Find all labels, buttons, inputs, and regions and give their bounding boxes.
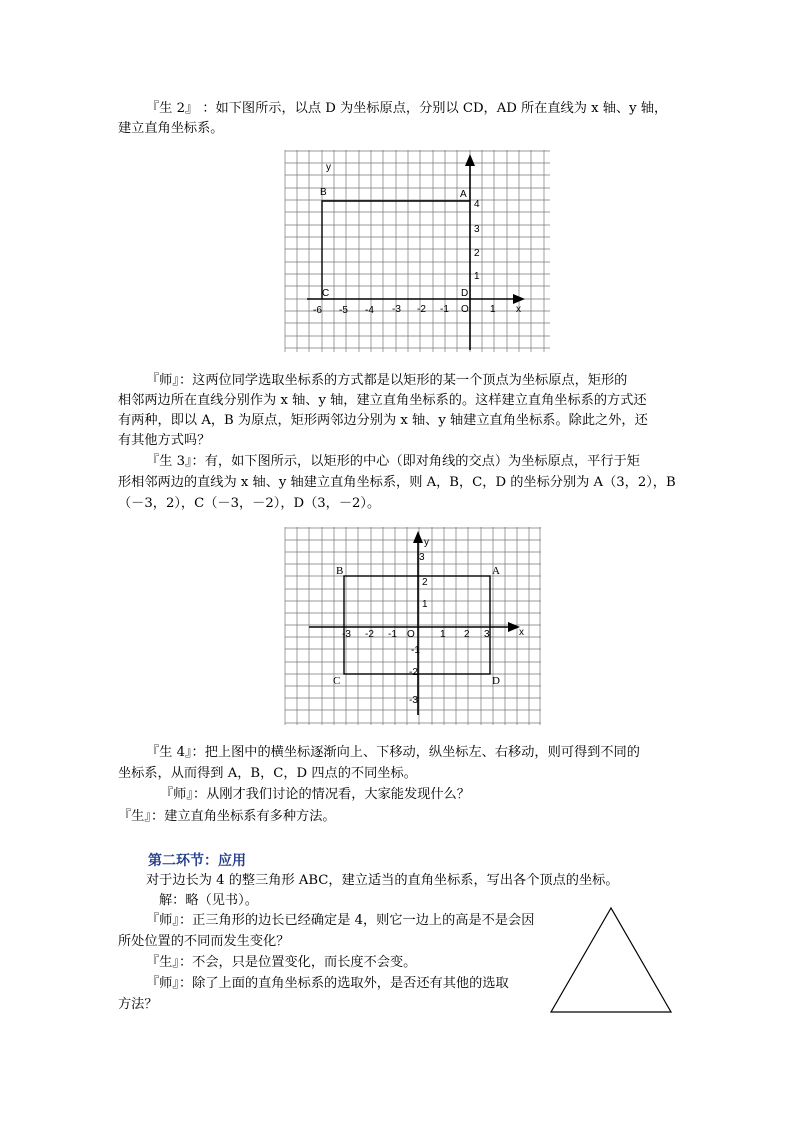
text-line: 形相邻两边的直线为 x 轴、y 轴建立直角坐标系，则 A，B，C，D 的坐标分别为 A（3，2），B <box>118 475 676 490</box>
tick-label: -3 <box>409 695 418 706</box>
point-label-a: A <box>460 189 467 200</box>
section-title: 第二环节：应用 <box>148 853 246 869</box>
text-line: 方法？ <box>118 997 158 1012</box>
x-axis-label: x <box>519 627 524 638</box>
point-label-b: B <box>336 565 344 577</box>
text-line: 坐标系，从而得到 A，B，C，D 四点的不同坐标。 <box>118 766 417 781</box>
tick-label: -6 <box>313 305 322 316</box>
text-line: 『生 4』：把上图中的横坐标逐渐向上、下移动，纵坐标左、右移动，则可得到不同的 <box>146 745 640 760</box>
text-line: 有两种，即以 A，B 为原点，矩形两邻边分别为 x 轴、y 轴建立直角坐标系。除此之外，还 <box>118 413 648 428</box>
text-line: （－3，2），C（－3，－2），D（3，－2）。 <box>118 496 381 511</box>
text-line: 所处位置的不同而发生变化？ <box>118 934 290 949</box>
point-label-c: C <box>322 288 330 299</box>
text-line: 对于边长为 4 的整三角形 ABC，建立适当的直角坐标系，写出各个顶点的坐标。 <box>146 873 619 888</box>
tick-label: -2 <box>417 304 426 315</box>
tick-label: 1 <box>490 304 496 315</box>
tick-label: 2 <box>422 577 428 588</box>
tick-label: -1 <box>440 304 449 315</box>
tick-label: -2 <box>365 629 374 640</box>
tick-label: -4 <box>365 305 374 316</box>
text-line: 『师』：从刚才我们讨论的情况看，大家能发现什么？ <box>160 787 470 802</box>
tick-label: 2 <box>474 248 480 259</box>
text-line: 解：略（见书）。 <box>159 893 258 908</box>
text-line: 『师』：这两位同学选取坐标系的方式都是以矩形的某一个顶点为坐标原点，矩形的 <box>146 373 628 388</box>
tick-label: 2 <box>464 629 470 640</box>
x-axis-label: x <box>516 304 521 315</box>
origin-label: O <box>461 304 469 315</box>
point-label-c: C <box>333 675 341 687</box>
y-axis-label: y <box>326 162 331 173</box>
text-line: 『生 2』 ：如下图所示，以点 D 为坐标原点，分别以 CD，AD 所在直线为 x 轴、y 轴， <box>146 101 668 116</box>
triangle <box>551 908 671 1012</box>
tick-label: -3 <box>392 304 401 315</box>
tick-label: 3 <box>474 224 480 235</box>
tick-label: -3 <box>342 629 351 640</box>
y-axis-label: y <box>424 537 429 548</box>
coordinate-figure-2 <box>285 527 541 725</box>
point-label-a: A <box>492 565 500 577</box>
text-line: 『师』：除了上面的直角坐标系的选取外，是否还有其他的选取 <box>146 976 509 991</box>
text-line: 『生』：建立直角坐标系有多种方法。 <box>118 809 336 824</box>
tick-label: 1 <box>440 629 446 640</box>
text-line: 相邻两边所在直线分别作为 x 轴、y 轴，建立直角坐标系的。这样建立直角坐标系的方式还 <box>118 393 647 408</box>
grid-lines <box>285 150 550 352</box>
tick-label: 3 <box>419 552 425 563</box>
point-label-d: D <box>461 288 469 299</box>
tick-label: 1 <box>422 599 428 610</box>
text-line: 『生』：不会，只是位置变化，而长度不会变。 <box>146 955 417 970</box>
tick-label: 1 <box>474 271 480 282</box>
tick-label: -2 <box>409 667 418 678</box>
y-axis-arrow <box>465 154 475 166</box>
coordinate-figure-1 <box>285 150 550 352</box>
tick-label: -1 <box>411 645 420 656</box>
text-line: 有其他方式吗？ <box>118 433 211 448</box>
text-line: 『师』：正三角形的边长已经确定是 4，则它一边上的高是不是会因 <box>146 913 535 928</box>
tick-label: -1 <box>388 629 397 640</box>
tick-label: 4 <box>474 199 480 210</box>
text-line: 『生 3』：有，如下图所示，以矩形的中心（即对角线的交点）为坐标原点，平行于矩 <box>146 454 640 469</box>
y-axis-arrow <box>413 531 423 543</box>
tick-label: -5 <box>339 305 348 316</box>
origin-label: O <box>407 629 415 640</box>
equilateral-triangle-figure <box>548 905 674 1015</box>
text-line: 建立直角坐标系。 <box>118 121 224 136</box>
point-label-d: D <box>492 675 500 687</box>
point-label-b: B <box>320 187 327 198</box>
tick-label: 3 <box>484 629 490 640</box>
